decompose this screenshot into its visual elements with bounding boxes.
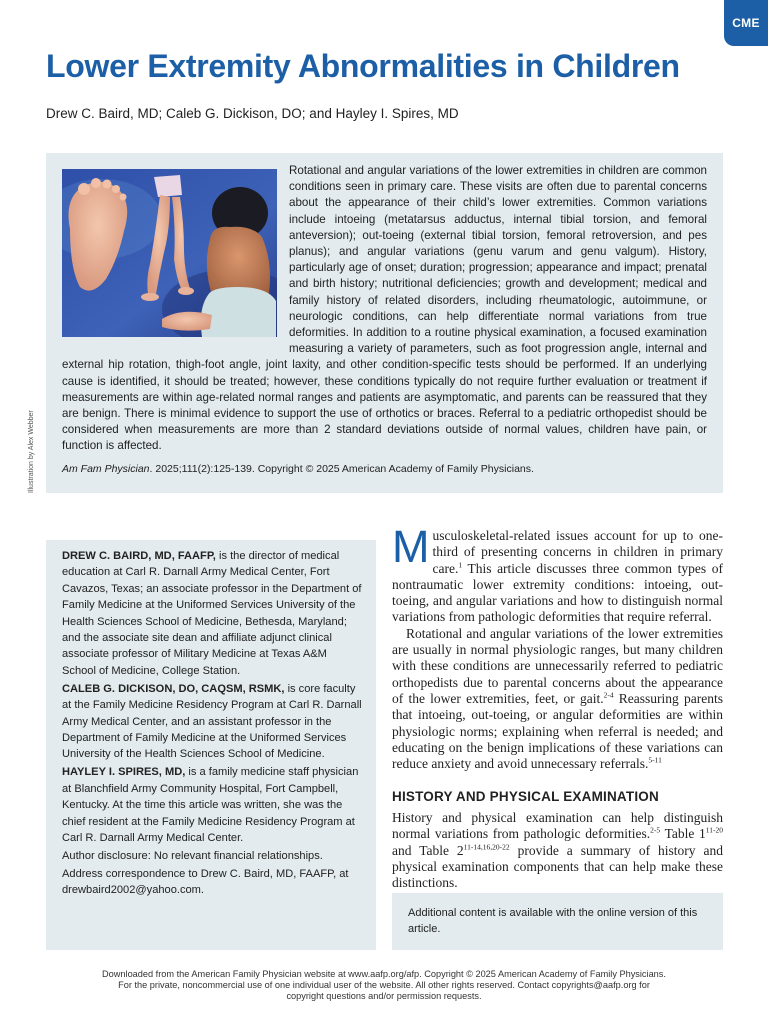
citation-details: . 2025;111(2):125-139. Copyright © 2025 American Academy of Family Physicians. <box>149 463 534 475</box>
illustration-credit: Illustration by Alex Webber <box>28 410 35 493</box>
author-bio <box>62 764 362 846</box>
abstract-text <box>62 163 707 455</box>
author-bio-text: is a family medicine staff physician at Blanchfield Army Community Hospital, Fort Campbell, Kentucky. At the time this article was written, she was the chief resident at the Family Medicine Residency Program at Carl R. Darnall Army Medical Center. <box>62 766 359 844</box>
citation-journal: Am Fam Physician <box>62 463 150 475</box>
author-bio-text: is the director of medical education at Carl R. Darnall Army Medical Center, Fort Cavazos, Texas; an associate professor in the Department of Family Medicine at the Uniformed Services University of the Health Sciences School of Medicine, Bethesda, Maryland; and the associate site dean and affiliate adjunct clinical associate professor of Military Medicine at Texas A&M School of Medicine, College Station. <box>62 550 362 677</box>
article-intro <box>392 521 723 772</box>
online-content-box <box>392 893 723 950</box>
intro-text: This article discusses three common types of nontraumatic lower extremity conditions: intoeing, out-toeing, and angular variations and how to distinguish normal variations from pathologic deformities that require referral. <box>392 560 723 625</box>
intro-paragraph <box>392 521 723 626</box>
author-bio-name: HAYLEY I. SPIRES, MD, <box>62 766 186 779</box>
table-link[interactable]: and Table 2 <box>392 842 464 858</box>
body-text: Reassuring parents that intoeing, out-toeing, or angular deformities are within physiologic norms; explaining when referral is needed; and educating on the benign implications of these variations can reduce anxiety and avoid unnecessary referrals. <box>392 690 723 772</box>
author-bios <box>62 548 362 900</box>
abstract-body: Rotational and angular variations of the lower extremities in children are common conditions seen in primary care. These visits are often due to parental concerns about the appearance of their child’s lower extremities. Common variations include intoeing (metatarsus adductus, internal tibial torsion, and femoral anteversion); out-toeing (external tibial torsion, femoral retroversion, and pes planus); and angular variations (genu varum and genu valgum). History, particularly age of onset; duration; progression; appearance and impact; prenatal and birth history; nutritional deficiencies; growth and development; medical and family history of related disorders, including rheumatologic, autoimmune, or neurologic conditions, can help differentiate normal variations from true deformities. In addition to a routine physical examination, a focused examination measuring a variety of parameters, such as foot progression angle, internal and external hip rotation, thigh-foot angle, joint laxity, and other condition-specific tests should be performed. If an underlying cause is identified, it should be treated; however, these conditions typically do not require further evaluation or treatment if measurements are within age-related normal ranges and patients are asymptomatic, and parents can be reassured that they are benign. There is minimal evidence to support the use of orthotics or braces. Referral to a pediatric orthopedist should be considered when measurements are more than 2 standard deviations outside of normal values, children have pain, or function is affected. <box>62 164 707 453</box>
drop-cap: M <box>392 521 430 572</box>
section-heading: HISTORY AND PHYSICAL EXAMINATION <box>392 789 659 804</box>
reference[interactable]: 2-5 <box>650 825 661 835</box>
abstract-box <box>46 153 723 493</box>
reference[interactable]: 11-14,16,20-22 <box>463 842 510 852</box>
reference[interactable]: 1 <box>458 560 463 570</box>
reference[interactable]: 11-20 <box>705 825 724 835</box>
author-bio <box>62 548 362 679</box>
author-bio-text: is core faculty at the Family Medicine Residency Program at Carl R. Darnall Army Medical Center, and an assistant professor in the Department of Family Medicine at the Uniformed Services University of the Health Sciences School of Medicine. <box>62 682 362 761</box>
cme-badge: CME <box>724 0 768 46</box>
author-bio-name: DREW C. BAIRD, MD, FAAFP, <box>62 550 216 562</box>
author-bio-name: CALEB G. DICKISON, DO, CAQSM, RSMK, <box>62 682 285 695</box>
author-disclosure: Author disclosure: No relevant financial relationships. <box>62 849 323 862</box>
body-paragraph <box>392 810 723 891</box>
footer-copyright: Downloaded from the American Family Physician website at www.aafp.org/afp. Copyright © 2025 American Academy of Family Physicians. For the private, noncommercial use of one individual user of the website. All other rights reserved. Contact copyrights@aafp.org for copyright questions and/or permission requests. <box>102 969 666 1001</box>
author-bio <box>62 681 362 763</box>
table-link[interactable]: Table 1 <box>660 826 706 842</box>
reference[interactable]: 2-4 <box>603 690 614 700</box>
body-text: provide a summary of history and physical examination components that can help make these distinctions. <box>392 842 723 891</box>
reference[interactable]: 5-11 <box>648 755 662 765</box>
citation <box>62 463 534 475</box>
online-content-note: Additional content is available with the online version of this article. <box>408 907 698 935</box>
author-list: Drew C. Baird, MD; Caleb G. Dickison, DO; and Hayley I. Spires, MD <box>46 106 459 121</box>
body-text: History and physical examination can help distinguish normal variations from pathologic deformities. <box>392 810 723 842</box>
intro-text: usculoskeletal-related issues account for up to one-third of presenting concerns in children in primary care. <box>432 528 723 576</box>
article-title: Lower Extremity Abnormalities in Children <box>46 48 680 84</box>
correspondence: Address correspondence to Drew C. Baird, MD, FAAFP, at drewbaird2002@yahoo.com. <box>62 867 349 897</box>
author-bio-box <box>46 540 376 950</box>
body-paragraph <box>392 626 723 773</box>
body-text: Rotational and angular variations of the lower extremities are usually in normal physiologic ranges, but many children with these conditions are unnecessarily referred to pediatric orthopedists due to parental concerns about the appearance of the lower extremities, feet, or gait. <box>392 625 723 706</box>
